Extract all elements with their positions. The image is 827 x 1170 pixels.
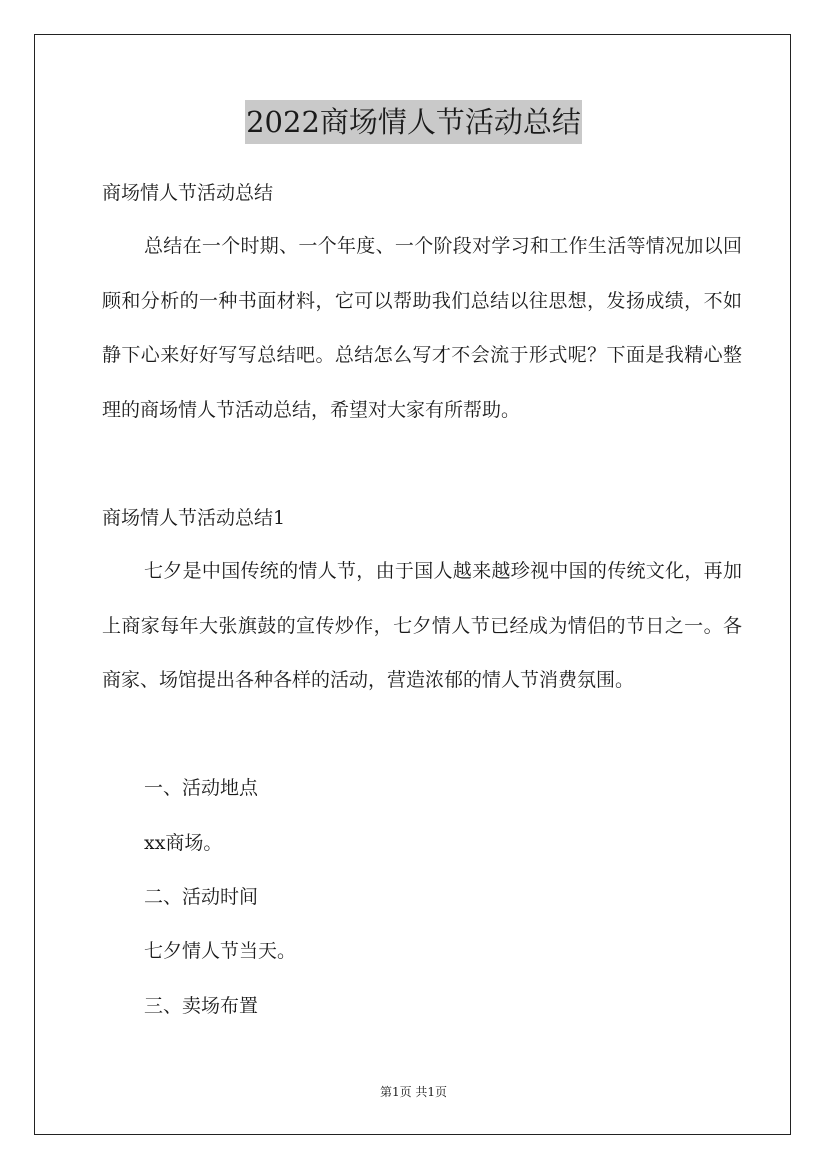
item-content-time: 七夕情人节当天。 <box>144 940 297 962</box>
title-container <box>0 100 827 144</box>
item-heading-time: 二、活动时间 <box>144 886 259 908</box>
section-heading: 商场情人节活动总结1 <box>102 507 286 529</box>
item-heading-location: 一、活动地点 <box>144 777 259 799</box>
item-content-location: xx商场。 <box>144 832 223 854</box>
section-paragraph: 七夕是中国传统的情人节，由于国人越来越珍视中国的传统文化，再加上商家每年大张旗鼓的宣传炒作，七夕情人节已经成为情侣的节日之一。各商家、场馆提出各种各样的活动，营造浓郁的情人节消费氛围。 <box>102 560 742 691</box>
page-footer: 第1页 共1页 <box>379 1085 448 1099</box>
intro-paragraph: 总结在一个时期、一个年度、一个阶段对学习和工作生活等情况加以回顾和分析的一种书面材料，它可以帮助我们总结以往思想，发扬成绩，不如静下心来好好写写总结吧。总结怎么写才不会流于形式呢？下面是我精心整理的商场情人节活动总结，希望对大家有所帮助。 <box>102 235 742 421</box>
subtitle: 商场情人节活动总结 <box>102 182 274 204</box>
document-title: 2022商场情人节活动总结 <box>245 100 582 144</box>
item-heading-layout: 三、卖场布置 <box>144 995 259 1017</box>
